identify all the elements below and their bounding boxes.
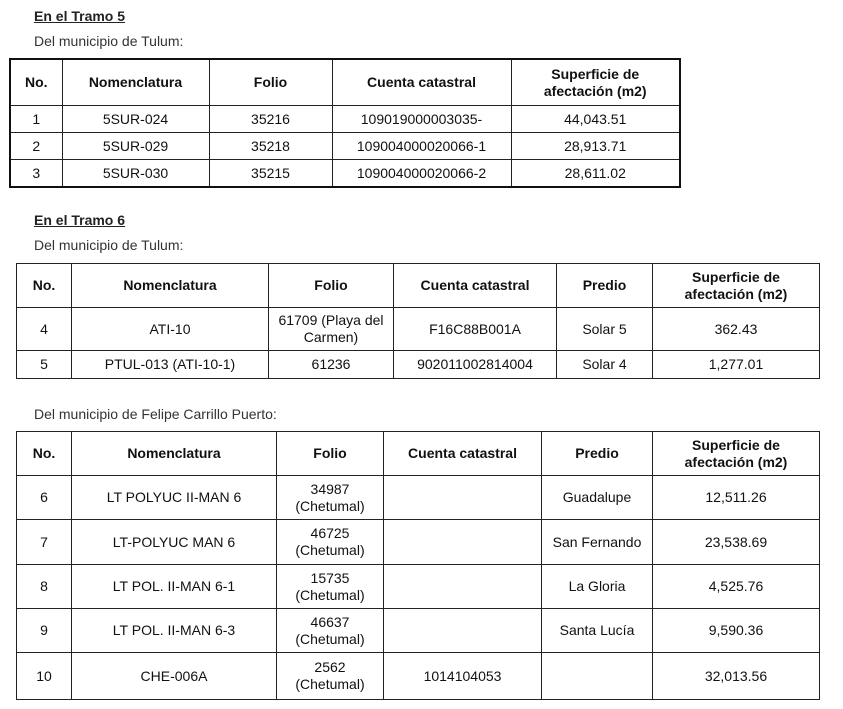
- header-cuenta-catastral: Cuenta catastral: [384, 432, 542, 476]
- cell-no: 7: [17, 520, 72, 565]
- cell-cuenta: F16C88B001A: [394, 308, 557, 351]
- cell-no: 10: [17, 653, 72, 700]
- header-superficie: Superficie de afectación (m2): [653, 264, 820, 308]
- cell-predio: Guadalupe: [542, 476, 653, 520]
- tramo6-tulum-table: [16, 263, 820, 379]
- cell-folio: 15735 (Chetumal): [277, 565, 384, 609]
- cell-folio: 46725 (Chetumal): [277, 520, 384, 565]
- header-nomenclatura: Nomenclatura: [72, 264, 269, 308]
- table-row: [17, 653, 820, 700]
- cell-nomenclatura: LT POL. II-MAN 6-3: [72, 609, 277, 653]
- header-folio: Folio: [277, 432, 384, 476]
- header-cuenta-catastral: Cuenta catastral: [394, 264, 557, 308]
- cell-superficie: 23,538.69: [653, 520, 820, 565]
- table-row: [10, 106, 680, 133]
- header-predio: Predio: [542, 432, 653, 476]
- cell-predio: Solar 4: [557, 351, 653, 379]
- cell-no: 2: [10, 133, 62, 160]
- cell-folio: 35218: [209, 133, 332, 160]
- table-row: [10, 133, 680, 160]
- cell-no: 3: [10, 160, 62, 188]
- table-row: [17, 609, 820, 653]
- tramo6-title: En el Tramo 6: [34, 212, 126, 228]
- cell-cuenta: 902011002814004: [394, 351, 557, 379]
- cell-predio: Solar 5: [557, 308, 653, 351]
- cell-superficie: 32,013.56: [653, 653, 820, 700]
- cell-nomenclatura: LT POL. II-MAN 6-1: [72, 565, 277, 609]
- cell-superficie: 12,511.26: [653, 476, 820, 520]
- tramo6-municipio-fcp: Del municipio de Felipe Carrillo Puerto:: [34, 406, 277, 422]
- tramo5-title: En el Tramo 5: [34, 8, 126, 24]
- cell-nomenclatura: 5SUR-030: [62, 160, 209, 188]
- cell-cuenta: [384, 609, 542, 653]
- cell-predio: La Gloria: [542, 565, 653, 609]
- cell-no: 9: [17, 609, 72, 653]
- header-superficie: Superficie de afectación (m2): [653, 432, 820, 476]
- cell-folio: 61709 (Playa del Carmen): [269, 308, 394, 351]
- cell-superficie: 1,277.01: [653, 351, 820, 379]
- cell-superficie: 28,611.02: [511, 160, 680, 188]
- table-row: [10, 160, 680, 188]
- cell-superficie: 362.43: [653, 308, 820, 351]
- header-nomenclatura: Nomenclatura: [72, 432, 277, 476]
- cell-cuenta: 109004000020066-1: [332, 133, 511, 160]
- table-row: [17, 565, 820, 609]
- cell-cuenta: [384, 476, 542, 520]
- header-cuenta-catastral: Cuenta catastral: [332, 59, 511, 106]
- header-no: No.: [17, 432, 72, 476]
- cell-superficie: 4,525.76: [653, 565, 820, 609]
- cell-folio: 35215: [209, 160, 332, 188]
- table-row: [17, 351, 820, 379]
- cell-nomenclatura: PTUL-013 (ATI-10-1): [72, 351, 269, 379]
- header-folio: Folio: [269, 264, 394, 308]
- cell-superficie: 28,913.71: [511, 133, 680, 160]
- cell-predio: Santa Lucía: [542, 609, 653, 653]
- header-predio: Predio: [557, 264, 653, 308]
- cell-predio: [542, 653, 653, 700]
- cell-no: 6: [17, 476, 72, 520]
- tramo6-fcp-table: [16, 431, 820, 700]
- cell-no: 8: [17, 565, 72, 609]
- cell-superficie: 9,590.36: [653, 609, 820, 653]
- cell-cuenta: 109004000020066-2: [332, 160, 511, 188]
- cell-no: 5: [17, 351, 72, 379]
- header-no: No.: [17, 264, 72, 308]
- table-header-row: [10, 59, 680, 106]
- header-nomenclatura: Nomenclatura: [62, 59, 209, 106]
- cell-folio: 34987 (Chetumal): [277, 476, 384, 520]
- cell-folio: 35216: [209, 106, 332, 133]
- cell-folio: 61236: [269, 351, 394, 379]
- header-superficie: Superficie de afectación (m2): [511, 59, 680, 106]
- table-row: [17, 476, 820, 520]
- cell-nomenclatura: 5SUR-024: [62, 106, 209, 133]
- table-header-row: [17, 432, 820, 476]
- tramo5-table: [9, 58, 681, 188]
- cell-folio: 2562 (Chetumal): [277, 653, 384, 700]
- table-row: [17, 520, 820, 565]
- cell-cuenta: 1014104053: [384, 653, 542, 700]
- cell-nomenclatura: LT-POLYUC MAN 6: [72, 520, 277, 565]
- cell-nomenclatura: ATI-10: [72, 308, 269, 351]
- cell-cuenta: [384, 520, 542, 565]
- cell-no: 1: [10, 106, 62, 133]
- cell-nomenclatura: CHE-006A: [72, 653, 277, 700]
- tramo6-municipio-tulum: Del municipio de Tulum:: [34, 237, 184, 253]
- cell-folio: 46637 (Chetumal): [277, 609, 384, 653]
- cell-predio: San Fernando: [542, 520, 653, 565]
- tramo5-municipio: Del municipio de Tulum:: [34, 33, 184, 49]
- table-row: [17, 308, 820, 351]
- cell-no: 4: [17, 308, 72, 351]
- header-no: No.: [10, 59, 62, 106]
- cell-cuenta: 109019000003035-: [332, 106, 511, 133]
- header-folio: Folio: [209, 59, 332, 106]
- cell-nomenclatura: LT POLYUC II-MAN 6: [72, 476, 277, 520]
- cell-cuenta: [384, 565, 542, 609]
- table-header-row: [17, 264, 820, 308]
- cell-superficie: 44,043.51: [511, 106, 680, 133]
- cell-nomenclatura: 5SUR-029: [62, 133, 209, 160]
